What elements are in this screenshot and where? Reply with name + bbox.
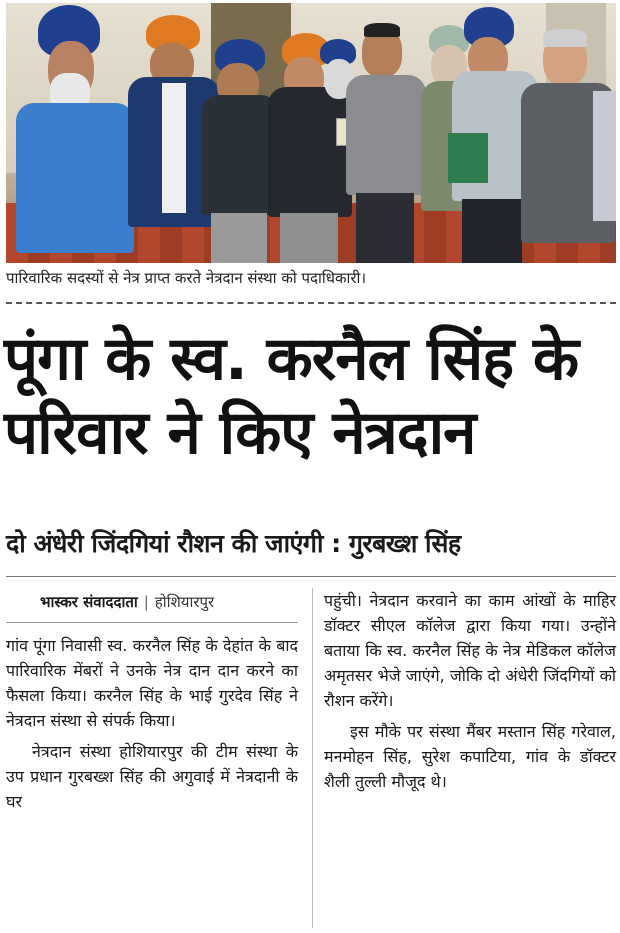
byline-separator: | — [143, 592, 149, 611]
byline — [6, 588, 298, 616]
article-paragraph: गांव पूंगा निवासी स्व. करनैल सिंह के देहांत के बाद पारिवारिक मेंबरों ने उनके नेत्र दान दान करने का फैसला किया। करनैल सिंह के भाई गुरदेव सिंह ने नेत्रदान संस्था से संपर्क किया। — [6, 636, 298, 730]
byline-divider — [6, 622, 298, 623]
column-divider — [312, 588, 313, 928]
article-column-left — [6, 588, 298, 814]
green-folder — [448, 133, 488, 183]
headline — [4, 322, 618, 470]
article-column-right — [324, 588, 616, 794]
subhead-divider — [6, 576, 616, 577]
news-photo — [6, 3, 616, 263]
subheadline: दो अंधेरी जिंदगियां रौशन की जाएंगी : गुरबख्श सिंह — [6, 529, 461, 558]
byline-reporter: भास्कर संवाददाता — [40, 592, 138, 611]
caption-divider — [6, 302, 616, 304]
article-paragraph: इस मौके पर संस्था मैंबर मस्तान सिंह गरेवाल, मनमोहन सिंह, सुरेश कपाटिया, गांव के डॉक्टर शैली तुल्ली मौजूद थे। — [324, 722, 616, 791]
article-paragraph: पहुंची। नेत्रदान करवाने का काम आंखों के माहिर डॉक्टर सीएल कॉलेज द्वारा किया गया। उन्होंने बताया कि स्व. करनैल सिंह के नेत्र मेडिकल कॉलेज अमृतसर भेजे जाएंगे, जोकि दो अंधेरी जिंदगियों को रौशन करेंगे। — [324, 591, 616, 710]
byline-place: होशियारपुर — [154, 592, 215, 611]
article-paragraph: नेत्रदान संस्था होशियारपुर की टीम संस्था के उप प्रधान गुरबख्श सिंह की अगुवाई में नेत्रदानी के घर — [6, 742, 298, 811]
headline-line-1: पूंगा के स्व. करनैल सिंह के — [4, 324, 579, 394]
photo-caption: पारिवारिक सदस्यों से नेत्र प्राप्त करते नेत्रदान संस्था को पदाधिकारी। — [6, 269, 367, 287]
headline-line-2: परिवार ने किए नेत्रदान — [4, 398, 476, 468]
